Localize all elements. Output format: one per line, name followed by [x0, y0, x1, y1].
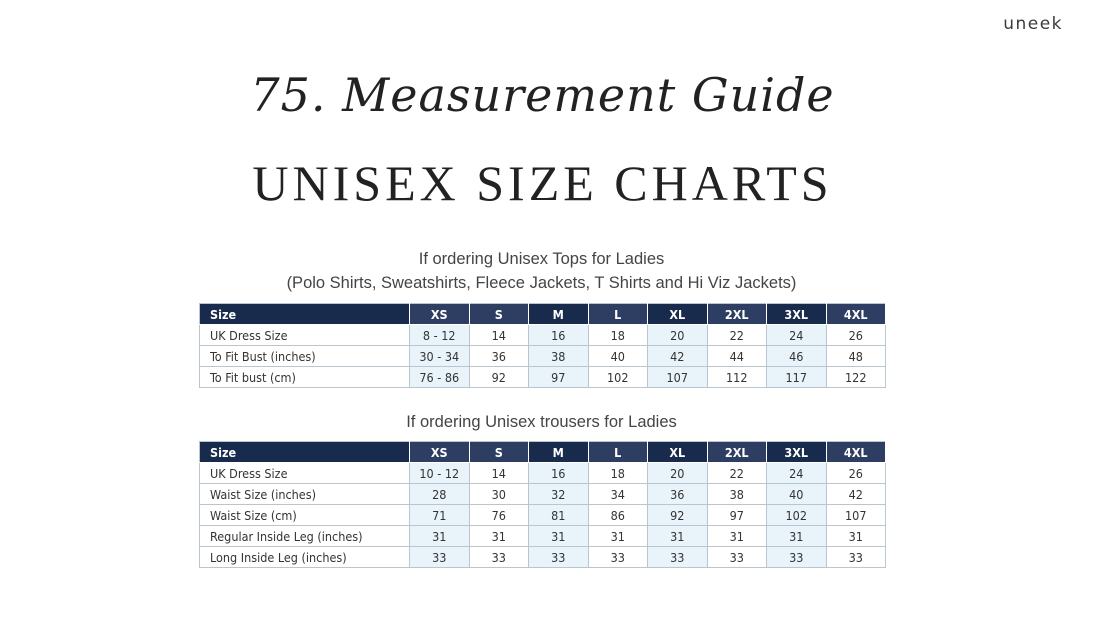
table-cell: 40: [767, 484, 827, 505]
header-cell: 4XL: [826, 304, 886, 325]
header-cell: 2XL: [707, 304, 767, 325]
table-cell: 24: [767, 463, 827, 484]
header-cell: Size: [200, 304, 410, 325]
table-cell: 22: [707, 325, 767, 346]
row-label: Regular Inside Leg (inches): [200, 526, 410, 547]
table-cell: 20: [648, 325, 708, 346]
tops-caption-line1: If ordering Unisex Tops for Ladies: [418, 250, 665, 268]
table-cell: 26: [826, 463, 886, 484]
table-cell: 28: [410, 484, 470, 505]
header-cell: XS: [410, 304, 470, 325]
table-cell: 31: [767, 526, 827, 547]
table-cell: 92: [648, 505, 708, 526]
tops-size-table: [199, 303, 886, 388]
table-cell: 22: [707, 463, 767, 484]
header-cell: 2XL: [707, 442, 767, 463]
table-row: [200, 325, 886, 346]
table-header-row: [200, 304, 886, 325]
table-cell: 33: [588, 547, 648, 568]
table-cell: 38: [529, 346, 589, 367]
table-cell: 86: [588, 505, 648, 526]
table-cell: 44: [707, 346, 767, 367]
table-cell: 34: [588, 484, 648, 505]
table-row: [200, 367, 886, 388]
table-cell: 36: [469, 346, 529, 367]
table-cell: 33: [469, 547, 529, 568]
table-cell: 31: [648, 526, 708, 547]
table-cell: 31: [469, 526, 529, 547]
trousers-size-table: [199, 441, 886, 568]
table-cell: 16: [529, 325, 589, 346]
header-cell: 3XL: [767, 304, 827, 325]
table-cell: 122: [826, 367, 886, 388]
table-cell: 14: [469, 463, 529, 484]
table-cell: 14: [469, 325, 529, 346]
table-cell: 10 - 12: [410, 463, 470, 484]
table-cell: 33: [529, 547, 589, 568]
table-cell: 33: [767, 547, 827, 568]
header-cell: L: [588, 304, 648, 325]
table-cell: 31: [707, 526, 767, 547]
header-cell: Size: [200, 442, 410, 463]
table-cell: 46: [767, 346, 827, 367]
table-cell: 33: [707, 547, 767, 568]
table-cell: 18: [588, 463, 648, 484]
row-label: To Fit Bust (inches): [200, 346, 410, 367]
row-label: Long Inside Leg (inches): [200, 547, 410, 568]
header-cell: M: [529, 442, 589, 463]
table-cell: 107: [826, 505, 886, 526]
header-cell: S: [469, 304, 529, 325]
table-cell: 18: [588, 325, 648, 346]
table-cell: 33: [826, 547, 886, 568]
table-cell: 102: [588, 367, 648, 388]
table-cell: 33: [648, 547, 708, 568]
table-cell: 30: [469, 484, 529, 505]
table-cell: 24: [767, 325, 827, 346]
table-cell: 38: [707, 484, 767, 505]
table-cell: 42: [648, 346, 708, 367]
page-title: 75. Measurement Guide: [250, 68, 835, 122]
header-cell: XL: [648, 304, 708, 325]
row-label: Waist Size (cm): [200, 505, 410, 526]
header-cell: M: [529, 304, 589, 325]
table-cell: 92: [469, 367, 529, 388]
table-row: [200, 526, 886, 547]
tops-caption-line2: (Polo Shirts, Sweatshirts, Fleece Jackets, T Shirts and Hi Viz Jackets): [286, 274, 797, 292]
table-cell: 32: [529, 484, 589, 505]
table-cell: 107: [648, 367, 708, 388]
header-cell: L: [588, 442, 648, 463]
header-cell: 3XL: [767, 442, 827, 463]
table-cell: 40: [588, 346, 648, 367]
table-cell: 8 - 12: [410, 325, 470, 346]
table-cell: 97: [707, 505, 767, 526]
header-cell: S: [469, 442, 529, 463]
table-row: [200, 463, 886, 484]
table-cell: 36: [648, 484, 708, 505]
table-cell: 102: [767, 505, 827, 526]
table-cell: 20: [648, 463, 708, 484]
table-cell: 16: [529, 463, 589, 484]
table-cell: 76 - 86: [410, 367, 470, 388]
table-row: [200, 547, 886, 568]
table-cell: 31: [588, 526, 648, 547]
table-cell: 48: [826, 346, 886, 367]
table-cell: 31: [410, 526, 470, 547]
table-row: [200, 484, 886, 505]
table-cell: 117: [767, 367, 827, 388]
table-cell: 42: [826, 484, 886, 505]
row-label: To Fit bust (cm): [200, 367, 410, 388]
table-cell: 81: [529, 505, 589, 526]
table-cell: 97: [529, 367, 589, 388]
table-cell: 31: [826, 526, 886, 547]
header-cell: XS: [410, 442, 470, 463]
table-cell: 71: [410, 505, 470, 526]
header-cell: 4XL: [826, 442, 886, 463]
row-label: UK Dress Size: [200, 325, 410, 346]
trousers-caption: If ordering Unisex trousers for Ladies: [406, 413, 677, 431]
table-row: [200, 346, 886, 367]
table-cell: 76: [469, 505, 529, 526]
header-cell: XL: [648, 442, 708, 463]
table-cell: 33: [410, 547, 470, 568]
row-label: Waist Size (inches): [200, 484, 410, 505]
table-cell: 112: [707, 367, 767, 388]
brand-logo: uneek: [1003, 14, 1063, 34]
table-cell: 31: [529, 526, 589, 547]
table-header-row: [200, 442, 886, 463]
table-cell: 26: [826, 325, 886, 346]
table-row: [200, 505, 886, 526]
row-label: UK Dress Size: [200, 463, 410, 484]
page-subtitle: UNISEX SIZE CHARTS: [252, 155, 833, 211]
table-cell: 30 - 34: [410, 346, 470, 367]
